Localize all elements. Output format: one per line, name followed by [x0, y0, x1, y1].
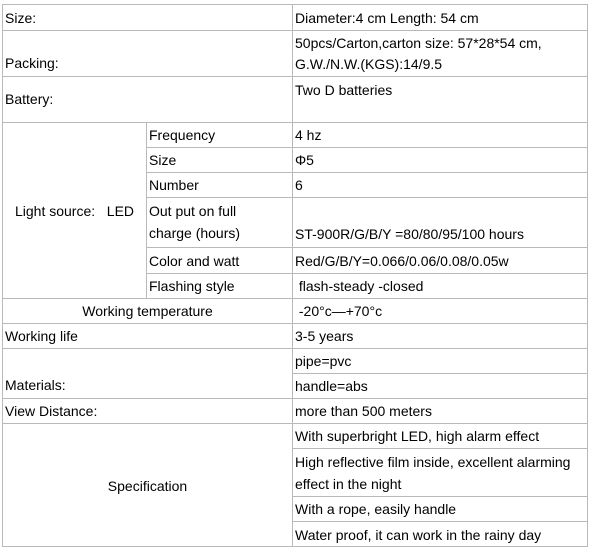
packing-value-line1: 50pcs/Carton,carton size: 57*28*54 cm, — [295, 35, 542, 51]
flashing-label: Flashing style — [149, 278, 235, 294]
working-life-label-cell — [2, 323, 292, 348]
led-size-value-cell — [292, 147, 588, 172]
color-watt-value-cell — [292, 247, 588, 273]
working-life-value: 3-5 years — [295, 328, 354, 344]
number-label-cell — [146, 172, 292, 197]
number-value-cell — [292, 172, 588, 197]
packing-value-line2: G.W./N.W.(KGS):14/9.5 — [295, 56, 443, 72]
output-value: ST-900R/G/B/Y =80/80/95/100 hours — [295, 226, 524, 242]
flashing-label-cell — [146, 273, 292, 298]
color-watt-label-cell — [146, 247, 292, 273]
battery-value: Two D batteries — [295, 82, 393, 98]
output-label-cell — [146, 197, 292, 247]
specification-item-1: With superbright LED, high alarm effect — [295, 428, 540, 444]
specification-item-3-cell — [292, 496, 588, 521]
battery-label-cell — [2, 76, 292, 122]
output-value-cell — [292, 197, 588, 247]
working-life-value-cell — [292, 323, 588, 348]
number-label: Number — [149, 177, 199, 193]
color-watt-label: Color and watt — [149, 252, 240, 269]
size-label: Size: — [5, 9, 37, 26]
packing-value-cell — [292, 30, 588, 76]
flashing-value-cell — [292, 273, 588, 298]
specification-item-2-line1: High reflective film inside, excellent alarming — [295, 454, 571, 470]
size-value: Diameter:4 cm Length: 54 cm — [295, 9, 479, 26]
working-temperature-label-cell — [2, 298, 292, 323]
frequency-value: 4 hz — [295, 127, 322, 143]
frequency-label: Frequency — [149, 127, 216, 143]
battery-value-cell — [292, 76, 588, 122]
view-distance-value-cell — [292, 398, 588, 423]
materials-label-cell — [2, 348, 292, 398]
specification-label-cell — [2, 423, 292, 547]
working-life-label: Working life — [5, 328, 78, 344]
output-label-line2: charge (hours) — [149, 225, 241, 241]
size-value-cell — [292, 4, 588, 30]
working-temperature-label: Working temperature — [82, 303, 213, 319]
led-size-value: Φ5 — [295, 152, 314, 168]
materials-label: Materials: — [5, 377, 66, 393]
specification-item-3: With a rope, easily handle — [295, 501, 457, 517]
specification-item-4-cell — [292, 521, 588, 547]
size-label-cell — [2, 4, 292, 30]
led-size-label-cell — [146, 147, 292, 172]
materials-value-cell-1 — [292, 348, 588, 373]
specification-item-4: Water proof, it can work in the rainy day — [295, 526, 542, 543]
specification-label: Specification — [107, 477, 188, 494]
light-source-label: Light source: LED — [14, 202, 135, 219]
light-source-label-cell — [2, 122, 146, 298]
view-distance-value: more than 500 meters — [295, 403, 432, 419]
materials-value-line2: handle=abs — [295, 378, 368, 394]
color-watt-value: Red/G/B/Y=0.066/0.06/0.08/0.05w — [295, 252, 509, 269]
led-size-label: Size — [149, 152, 177, 168]
specification-item-1-cell — [292, 423, 588, 448]
frequency-label-cell — [146, 122, 292, 147]
specification-item-2-cell — [292, 448, 588, 496]
number-value: 6 — [295, 177, 303, 193]
frequency-value-cell — [292, 122, 588, 147]
output-label-line1: Out put on full — [149, 203, 237, 219]
packing-label-cell — [2, 30, 292, 76]
view-distance-label: View Distance: — [5, 403, 98, 419]
specification-item-2-line2: effect in the night — [295, 476, 402, 492]
working-temperature-value: -20°c—+70°c — [295, 303, 383, 319]
materials-value-line1: pipe=pvc — [295, 353, 352, 369]
view-distance-label-cell — [2, 398, 292, 423]
flashing-value: flash-steady -closed — [295, 278, 424, 294]
packing-label: Packing: — [5, 55, 59, 71]
materials-value-cell-2 — [292, 373, 588, 398]
working-temperature-value-cell — [292, 298, 588, 323]
battery-label: Battery: — [5, 91, 54, 107]
